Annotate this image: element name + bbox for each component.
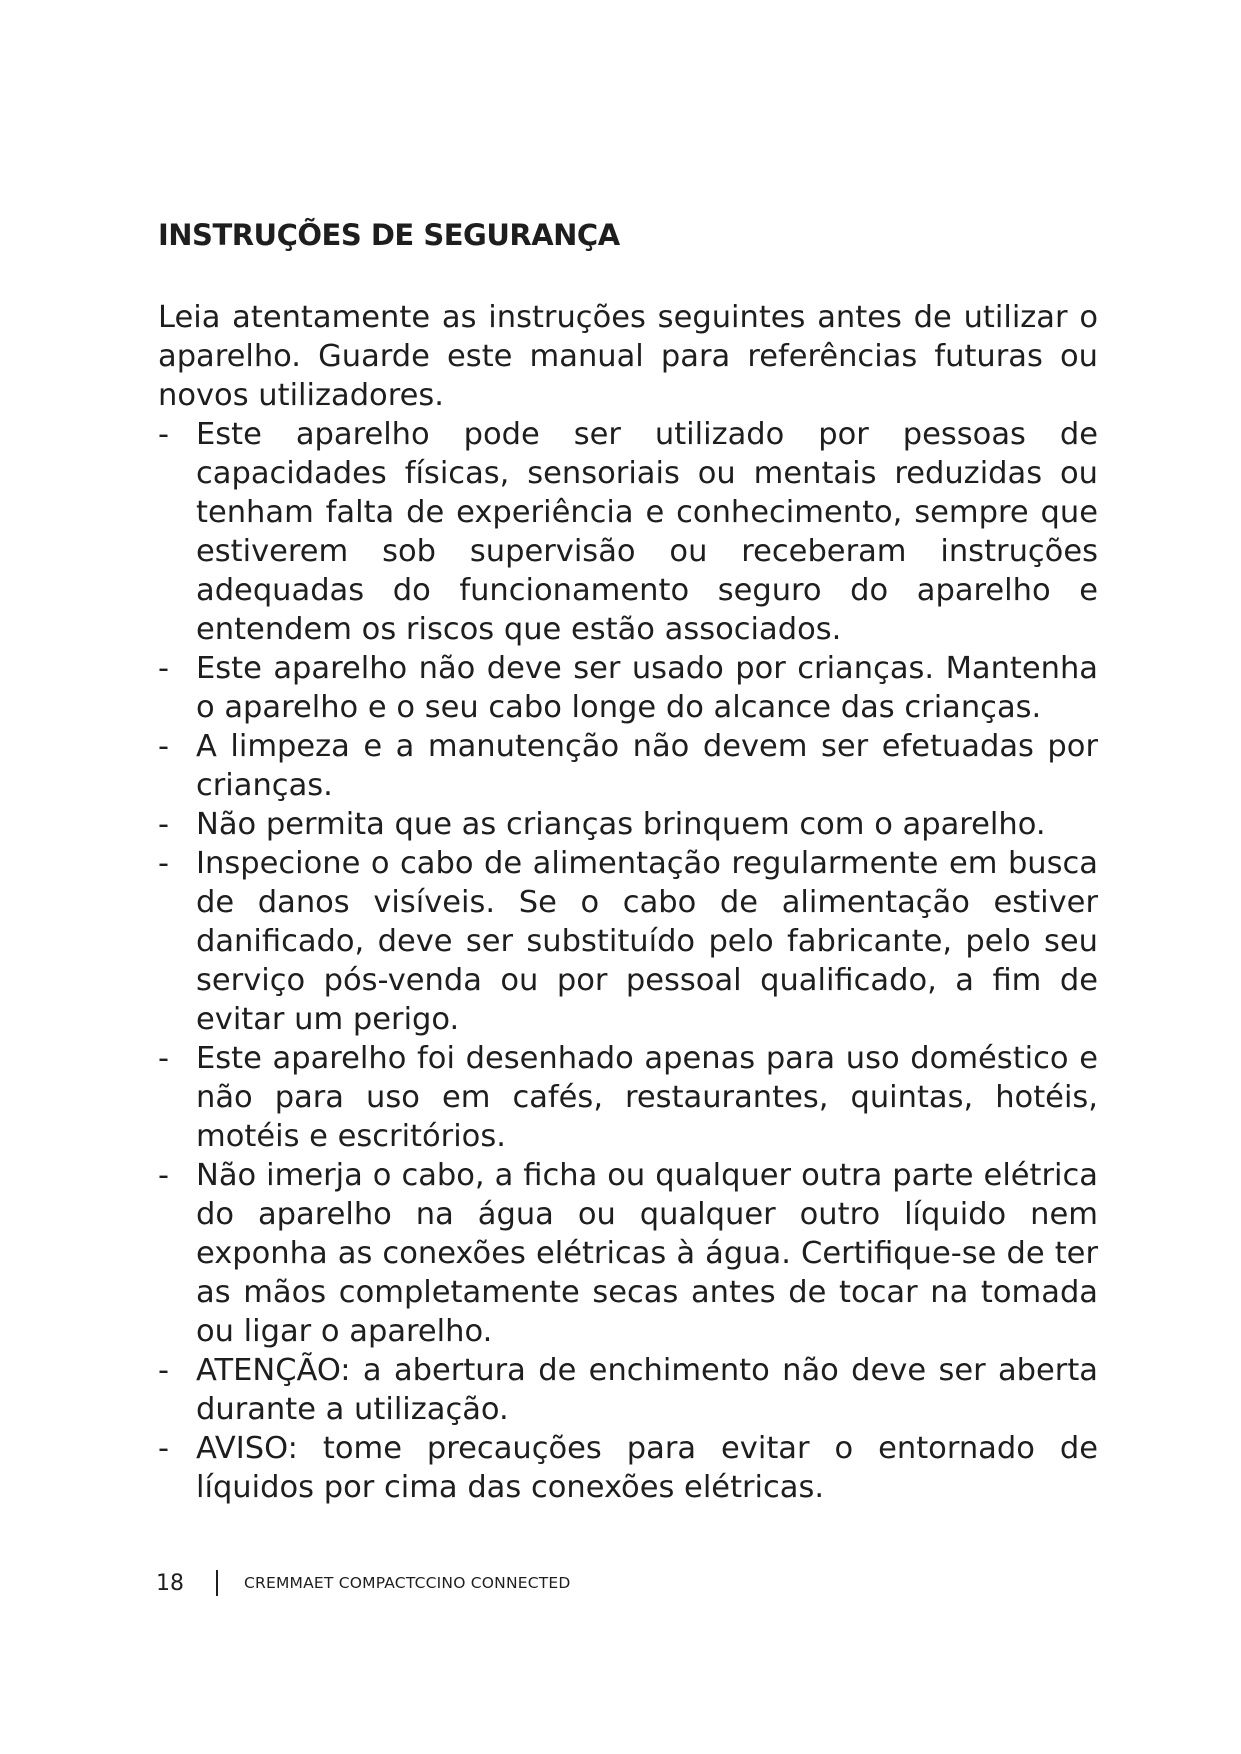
bullet-dash: - [158,729,170,764]
bullet-dash: - [158,651,170,686]
safety-item-text: Não permita que as crianças brinquem com o aparelho. [196,807,1046,842]
intro-paragraph: Leia atentamente as instruções seguintes antes de utilizar o aparelho. Guarde este manual para referências futuras ou novos utilizadores. [158,300,1098,413]
safety-item-text: AVISO: tome precauções para evitar o entornado de líquidos por cima das conexões elétricas. [196,1431,1098,1505]
bullet-dash: - [158,1431,170,1466]
safety-item [158,415,1098,649]
bullet-dash: - [158,807,170,842]
bullet-dash: - [158,1353,170,1388]
safety-list [158,415,1098,1507]
safety-item [158,649,1098,727]
safety-item [158,805,1098,844]
safety-item-text: Não imerja o cabo, a ficha ou qualquer outra parte elétrica do aparelho na água ou qualquer outro líquido nem exponha as conexões elétricas à água. Certifique-se de ter as mãos completamente secas antes de tocar na tomada ou ligar o aparelho. [196,1158,1098,1349]
safety-item-text: Inspecione o cabo de alimentação regularmente em busca de danos visíveis. Se o cabo de alimentação estiver danificado, deve ser substituído pelo fabricante, pelo seu serviço pós-venda ou por pessoal qualificado, a fim de evitar um perigo. [196,846,1098,1037]
safety-item [158,727,1098,805]
bullet-dash: - [158,1041,170,1076]
footer-product-name: CREMMAET COMPACTCCINO CONNECTED [244,1574,571,1592]
page-footer [156,1568,571,1598]
safety-item [158,1429,1098,1507]
section-content [158,298,1098,1507]
safety-item-text: A limpeza e a manutenção não devem ser efetuadas por crianças. [196,729,1098,803]
bullet-dash: - [158,846,170,881]
safety-item-text: ATENÇÃO: a abertura de enchimento não deve ser aberta durante a utilização. [196,1353,1098,1427]
safety-item [158,1351,1098,1429]
footer-divider [216,1570,218,1596]
safety-item-text: Este aparelho foi desenhado apenas para uso doméstico e não para uso em cafés, restaurantes, quintas, hotéis, motéis e escritórios. [196,1041,1098,1154]
section-title: INSTRUÇÕES DE SEGURANÇA [158,218,620,252]
safety-item [158,844,1098,1039]
safety-item [158,1156,1098,1351]
safety-item [158,1039,1098,1156]
safety-item-text: Este aparelho pode ser utilizado por pessoas de capacidades físicas, sensoriais ou mentais reduzidas ou tenham falta de experiência e conhecimento, sempre que estiverem sob supervisão ou receberam instruções adequadas do funcionamento seguro do aparelho e entendem os riscos que estão associados. [196,417,1098,647]
page-number: 18 [156,1570,184,1596]
bullet-dash: - [158,417,170,452]
safety-item-text: Este aparelho não deve ser usado por crianças. Mantenha o aparelho e o seu cabo longe do alcance das crianças. [196,651,1098,725]
bullet-dash: - [158,1158,170,1193]
